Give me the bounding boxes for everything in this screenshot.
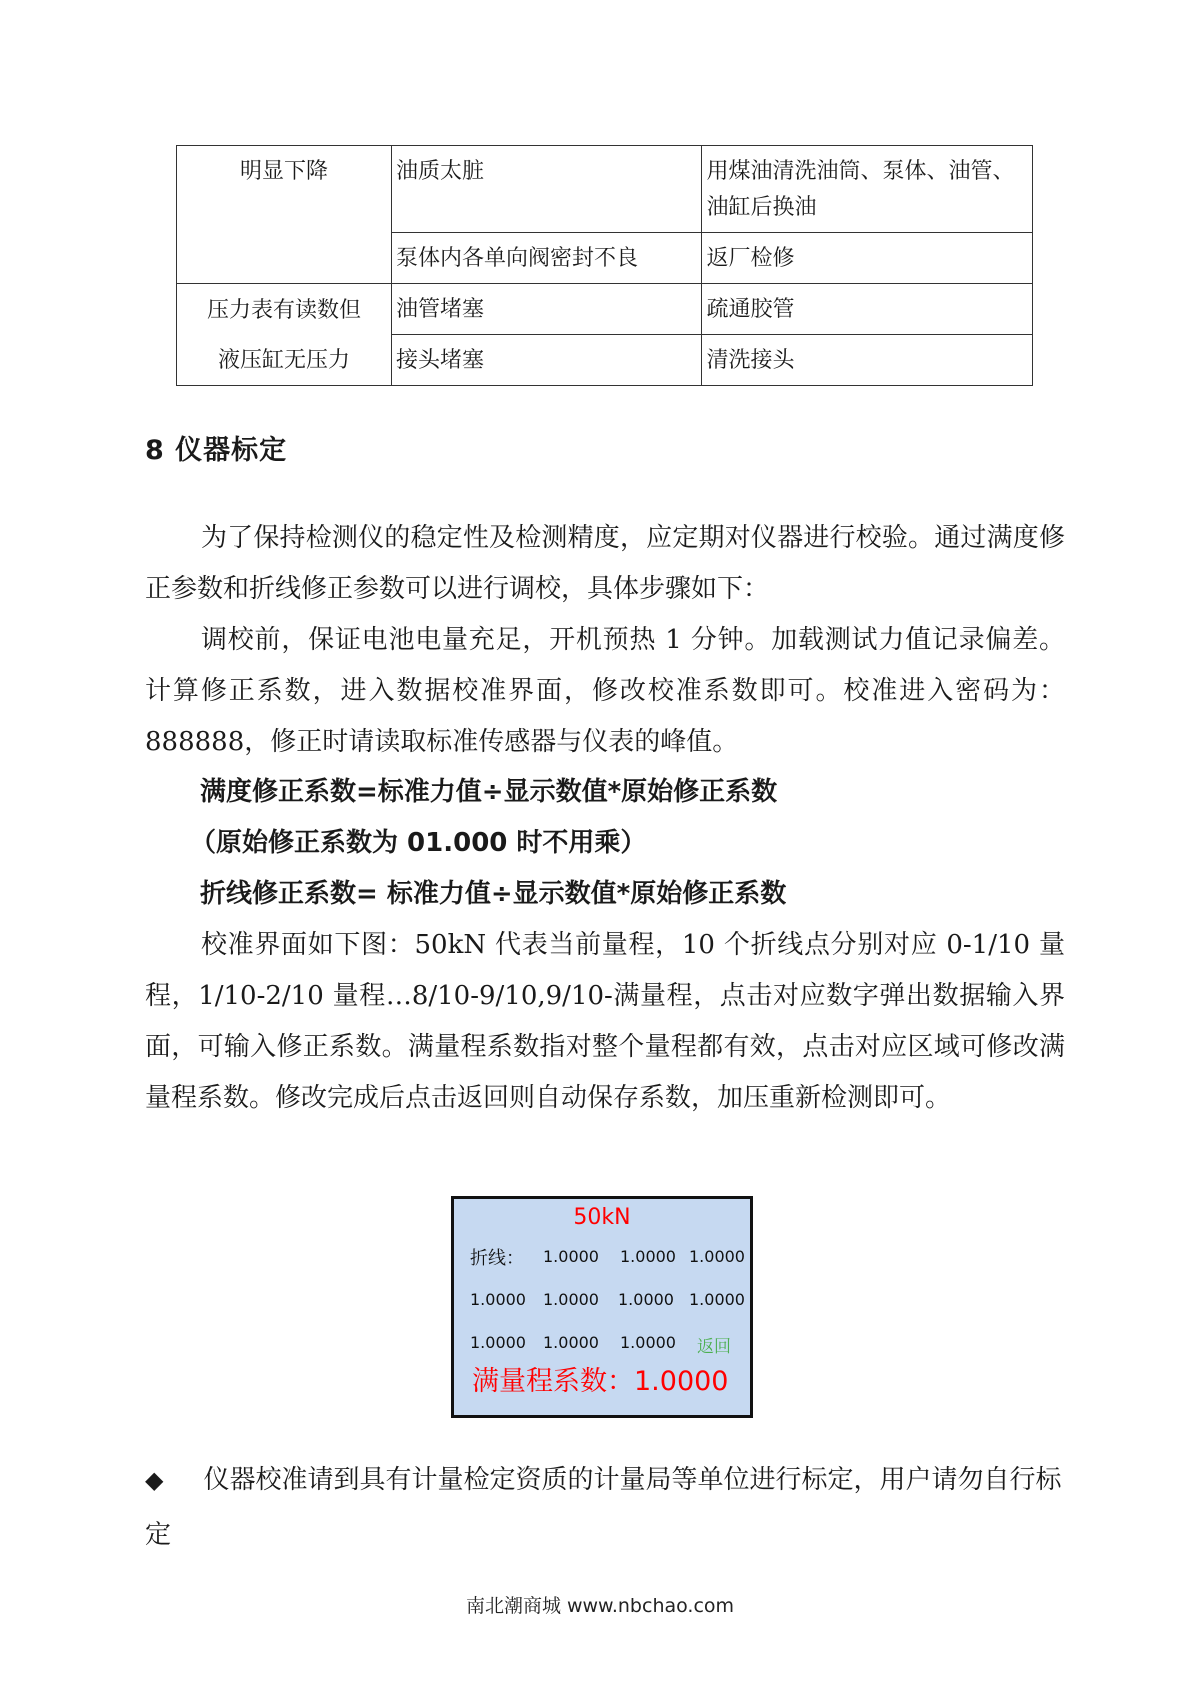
symptom-line: 压力表有读数但	[206, 297, 361, 323]
solution-cell: 清洗接头	[702, 335, 1033, 386]
paragraph-steps: 调校前，保证电池电量充足，开机预热 1 分钟。加载测试力值记录偏差。计算修正系数，进入数据校准界面，修改校准系数即可。校准进入密码为：888888，修正时请读取标准传感器与仪表的峰值。	[145, 625, 1065, 757]
polyline-value[interactable]: 1.0000	[470, 1333, 526, 1352]
symptom-cell	[177, 284, 392, 386]
formula-polyline: 折线修正系数= 标准力值÷显示数值*原始修正系数	[200, 879, 787, 909]
polyline-value[interactable]: 1.0000	[470, 1290, 526, 1309]
polyline-value[interactable]: 1.0000	[689, 1247, 745, 1266]
cause-cell: 泵体内各单向阀密封不良	[392, 233, 702, 284]
table-row	[177, 284, 1033, 335]
calibration-screen	[451, 1196, 753, 1418]
diamond-bullet-icon: ◆	[145, 1466, 164, 1494]
polyline-value[interactable]: 1.0000	[543, 1247, 599, 1266]
full-scale-coefficient[interactable]: 满量程系数：1.0000	[472, 1366, 729, 1397]
formula-full-scale: 满度修正系数=标准力值÷显示数值*原始修正系数	[200, 777, 778, 807]
polyline-value[interactable]: 1.0000	[620, 1333, 676, 1352]
return-button[interactable]: 返回	[697, 1337, 731, 1357]
polyline-value[interactable]: 1.0000	[543, 1290, 599, 1309]
polyline-value[interactable]: 1.0000	[543, 1333, 599, 1352]
cause-cell: 油质太脏	[392, 146, 702, 233]
symptom-cell: 明显下降	[177, 146, 392, 284]
cause-cell: 接头堵塞	[392, 335, 702, 386]
calibration-note	[145, 1453, 1065, 1563]
formula-note: （原始修正系数为 01.000 时不用乘）	[190, 828, 647, 858]
solution-cell: 用煤油清洗油筒、泵体、油管、油缸后换油	[702, 146, 1033, 233]
symptom-line: 液压缸无压力	[217, 347, 350, 373]
polyline-value[interactable]: 1.0000	[689, 1290, 745, 1309]
note-text: 仪器校准请到具有计量检定资质的计量局等单位进行标定，用户请勿自行标定	[145, 1465, 1062, 1550]
section-title: 8 仪器标定	[145, 435, 288, 466]
polyline-value[interactable]: 1.0000	[620, 1247, 676, 1266]
polyline-label: 折线：	[470, 1248, 524, 1269]
solution-cell: 返厂检修	[702, 233, 1033, 284]
page-footer: 南北潮商城 www.nbchao.com	[465, 1595, 735, 1617]
paragraph-screen-desc: 校准界面如下图：50kN 代表当前量程，10 个折线点分别对应 0-1/10 量程，1/10-2/10 量程…8/10-9/10,9/10-满量程，点击对应数字弹出数据输入界面，可输入修正系数。满量程系数指对整个量程都有效，点击对应区域可修改满量程系数。修改完成后点击返回则自动保存系数，加压重新检测即可。	[145, 930, 1065, 1113]
troubleshooting-table	[176, 145, 1033, 386]
range-label: 50kN	[573, 1205, 631, 1230]
paragraph-intro: 为了保持检测仪的稳定性及检测精度，应定期对仪器进行校验。通过满度修正参数和折线修正参数可以进行调校，具体步骤如下：	[145, 523, 1065, 604]
polyline-value[interactable]: 1.0000	[618, 1290, 674, 1309]
solution-cell: 疏通胶管	[702, 284, 1033, 335]
table-row	[177, 146, 1033, 233]
cause-cell: 油管堵塞	[392, 284, 702, 335]
